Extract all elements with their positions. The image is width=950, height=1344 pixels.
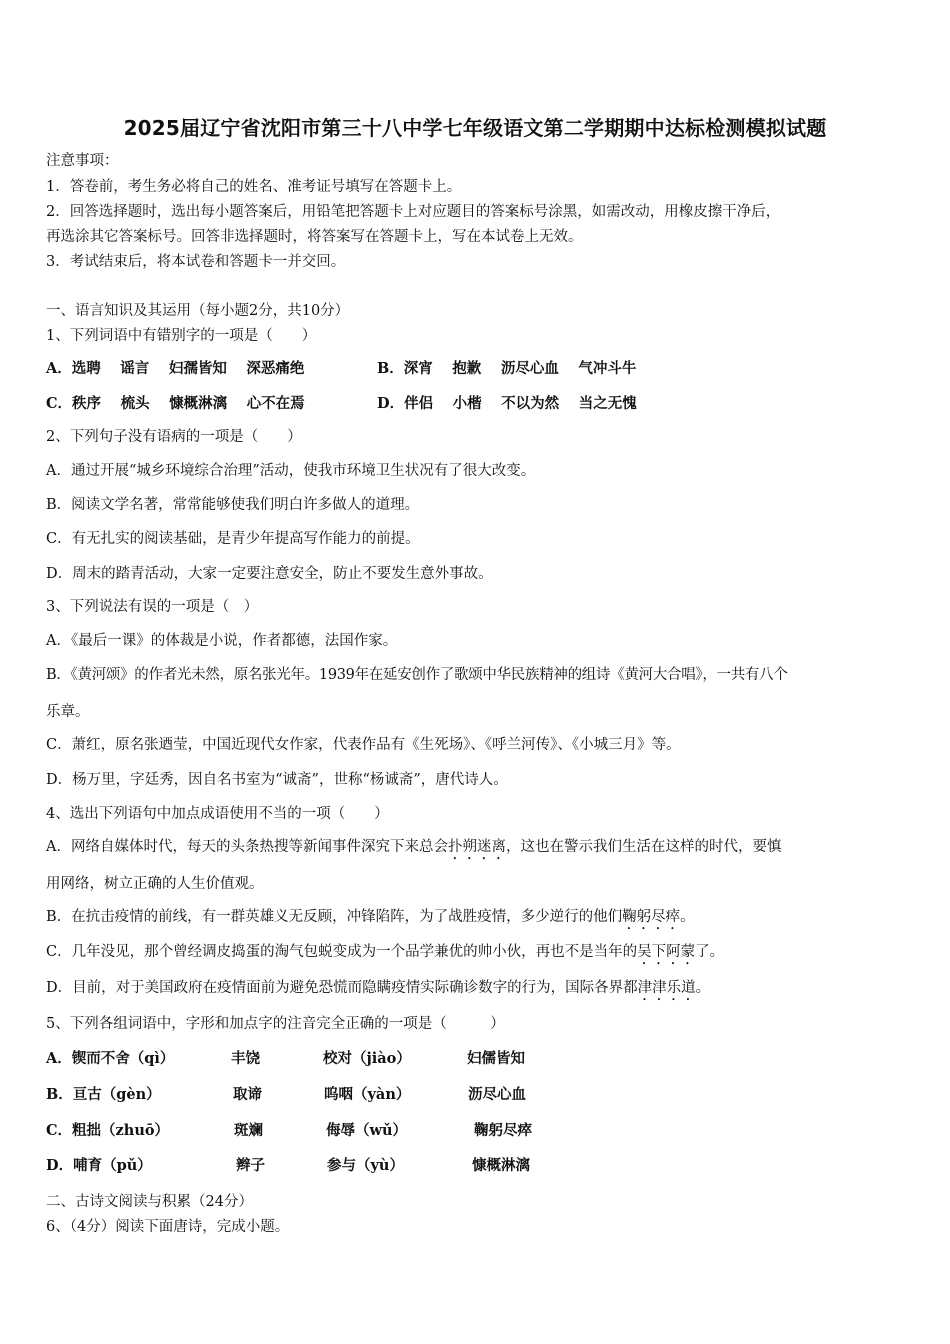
section-heading: 一、语言知识及其运用（每小题2分，共10分） bbox=[46, 303, 350, 319]
option-c: C．秩序 梳头 慷概淋漓 心不在焉 bbox=[46, 395, 305, 412]
option-b: B．阅读文学名著，常常能够使我们明白许多做人的道理。 bbox=[46, 497, 420, 513]
notice-item: 再选涂其它答案标号。回答非选择题时，将答案写在答题卡上，写在本试卷上无效。 bbox=[46, 229, 583, 245]
option-b: B．《黄河颂》的作者光未然，原名张光年。1939年在延安创作了歌颂中华民族精神的组诗《黄河大合唱》，一共有八个 bbox=[46, 667, 788, 683]
question-stem: 4、选出下列语句中加点成语使用不当的一项（ ） bbox=[46, 806, 389, 822]
dotted-idiom: 津津乐道 bbox=[637, 980, 696, 996]
option-a: A．网络自媒体时代，每天的头条热搜等新闻事件深究下来总会扑朔迷离，这也在警示我们生活在这样的时代，要慎 bbox=[46, 839, 782, 855]
notice-item: 1．答卷前，考生务必将自己的姓名、准考证号填写在答题卡上。 bbox=[46, 179, 462, 195]
question-stem: 3、下列说法有误的一项是（ ） bbox=[46, 599, 259, 615]
dotted-idiom: 鞠躬尽瘁 bbox=[622, 909, 681, 925]
option-b: B．深宵 抱歉 沥尽心血 气冲斗牛 bbox=[377, 360, 637, 377]
notice-item: 2．回答选择题时，选出每小题答案后，用铅笔把答题卡上对应题目的答案标号涂黑，如需改动，用橡皮擦干净后， bbox=[46, 204, 781, 220]
option-b-continued: 乐章。 bbox=[46, 704, 90, 720]
question-stem: 1、下列词语中有错别字的一项是（ ） bbox=[46, 328, 317, 344]
option-c: C．萧红，原名张迺莹，中国近现代女作家，代表作品有《生死场》、《呼兰河传》、《小城三月》等。 bbox=[46, 737, 681, 753]
dotted-idiom: 吴下阿蒙 bbox=[637, 944, 696, 960]
dotted-idiom: 扑朔迷离 bbox=[447, 839, 506, 855]
notice-item: 3．考试结束后，将本试卷和答题卡一并交回。 bbox=[46, 254, 346, 270]
notice-heading: 注意事项： bbox=[46, 153, 119, 169]
section-heading: 二、古诗文阅读与积累（24分） bbox=[46, 1194, 253, 1210]
option-d: D．周末的踏青活动，大家一定要注意安全，防止不要发生意外事故。 bbox=[46, 566, 493, 582]
question-stem: 2、下列句子没有语病的一项是（ ） bbox=[46, 429, 302, 445]
question-stem: 6、（4分）阅读下面唐诗，完成小题。 bbox=[46, 1219, 290, 1235]
option-d: D．目前，对于美国政府在疫情面前为避免恐慌而隐瞒疫情实际确诊数字的行为，国际各界都津津乐道。 bbox=[46, 980, 711, 996]
option-d: D．杨万里，字廷秀，因自名书室为“诚斋”，世称“杨诚斋”，唐代诗人。 bbox=[46, 772, 508, 788]
option-c: C．几年没见，那个曾经调皮捣蛋的淘气包蜕变成为一个品学兼优的帅小伙，再也不是当年的吴下阿蒙了。 bbox=[46, 944, 725, 960]
question-stem: 5、下列各组词语中，字形和加点字的注音完全正确的一项是（ ） bbox=[46, 1016, 505, 1032]
page-title: 2025届辽宁省沈阳市第三十八中学七年级语文第二学期期中达标检测模拟试题 bbox=[123, 116, 827, 140]
option-a-continued: 用网络，树立正确的人生价值观。 bbox=[46, 876, 264, 892]
option-a: A．《最后一课》的体裁是小说，作者都德，法国作家。 bbox=[46, 633, 398, 649]
option-c: C．有无扎实的阅读基础，是青少年提高写作能力的前提。 bbox=[46, 531, 420, 547]
option-a: A．选聘 谣言 妇孺皆知 深恶痛绝 bbox=[46, 360, 305, 377]
option-d: D．伴侣 小楷 不以为然 当之无愧 bbox=[377, 395, 637, 412]
option-b: B．在抗击疫情的前线，有一群英雄义无反顾，冲锋陷阵，为了战胜疫情，多少逆行的他们鞠躬尽瘁。 bbox=[46, 909, 695, 925]
exam-page: 2025届辽宁省沈阳市第三十八中学七年级语文第二学期期中达标检测模拟试题 注意事项： 1．答卷前，考生务必将自己的姓名、准考证号填写在答题卡上。 2．回答选择题时，选出每小题答案后，用铅笔把答题卡上对应题目的答案标号涂黑，如需改动，用橡皮擦干净后， 再选涂其它答案标号。回答非选择题时，将答案写在答题卡上，写在本试卷上无效。 3．考试结束后，将本试卷和答题卡一并交回。 一、语言知识及其运用（每小题2分，共10分） 1、下列词语中有错别字的一项是（ ） A．选聘 谣言 妇孺皆知 深恶痛绝 B．深宵 抱歉 沥尽心血 气冲斗牛 C．秩序 梳头 慷概淋漓 心不在焉 D．伴侣 小楷 不以为然 当之无愧 2、下列句子没有语病的一项是（ ） A．通过开展“城乡环境综合治理”活动，使我市环境卫生状况有了很大改变。 B．阅读文学名著，常常能够使我们明白许多做人的道理。 C．有无扎实的阅读基础，是青少年提高写作能力的前提。 D．周末的踏青活动，大家一定要注意安全，防止不要发生意外事故。 3、下列说法有误的一项是（ ） A．《最后一课》的体裁是小说，作者都德，法国作家。 B．《黄河颂》的作者光未然，原名张光年。1939年在延安创作了歌颂中华民族精神的组诗《黄河大合唱》，一共有八个 乐章。 C．萧红，原名张迺莹，中国近现代女作家，代表作品有《生死场》、《呼兰河传》、《小城三月》等。 D．杨万里，字廷秀，因自名书室为“诚斋”，世称“杨诚斋”，唐代诗人。 4、选出下列语句中加点成语使用不当的一项（ ） A．网络自媒体时代，每天的头条热搜等新闻事件深究下来总会扑朔迷离，这也在警示我们生活在这样的时代，要慎 用网络，树立正确的人生价值观。 B．在抗击疫情的前线，有一群英雄义无反顾，冲锋陷阵，为了战胜疫情，多少逆行的他们鞠躬尽瘁。 C．几年没见，那个曾经调皮捣蛋的淘气包蜕变成为一个品学兼优的帅小伙，再也不是当年的吴下阿蒙了。 D．目前，对于美国政府在疫情面前为避免恐慌而隐瞒疫情实际确诊数字的行为，国际各界都津津乐道。 5、下列各组词语中，字形和加点字的注音完全正确的一项是（ ） A．锲而不舍（qì） 丰饶 校对（jiào） 妇儒皆知 B．亘古（gèn） 取谛 呜咽（yàn） 沥尽心血 C．粗拙（zhuō） 斑斓 侮辱（wǔ） 鞠躬尽瘁 D．哺育（pǔ） 辫子 参与（yù） 慷概淋漓 二、古诗文阅读与积累（24分） 6、（4分）阅读下面唐诗，完成小题。 bbox=[0, 0, 950, 1344]
option-a: A．通过开展“城乡环境综合治理”活动，使我市环境卫生状况有了很大改变。 bbox=[46, 463, 536, 479]
